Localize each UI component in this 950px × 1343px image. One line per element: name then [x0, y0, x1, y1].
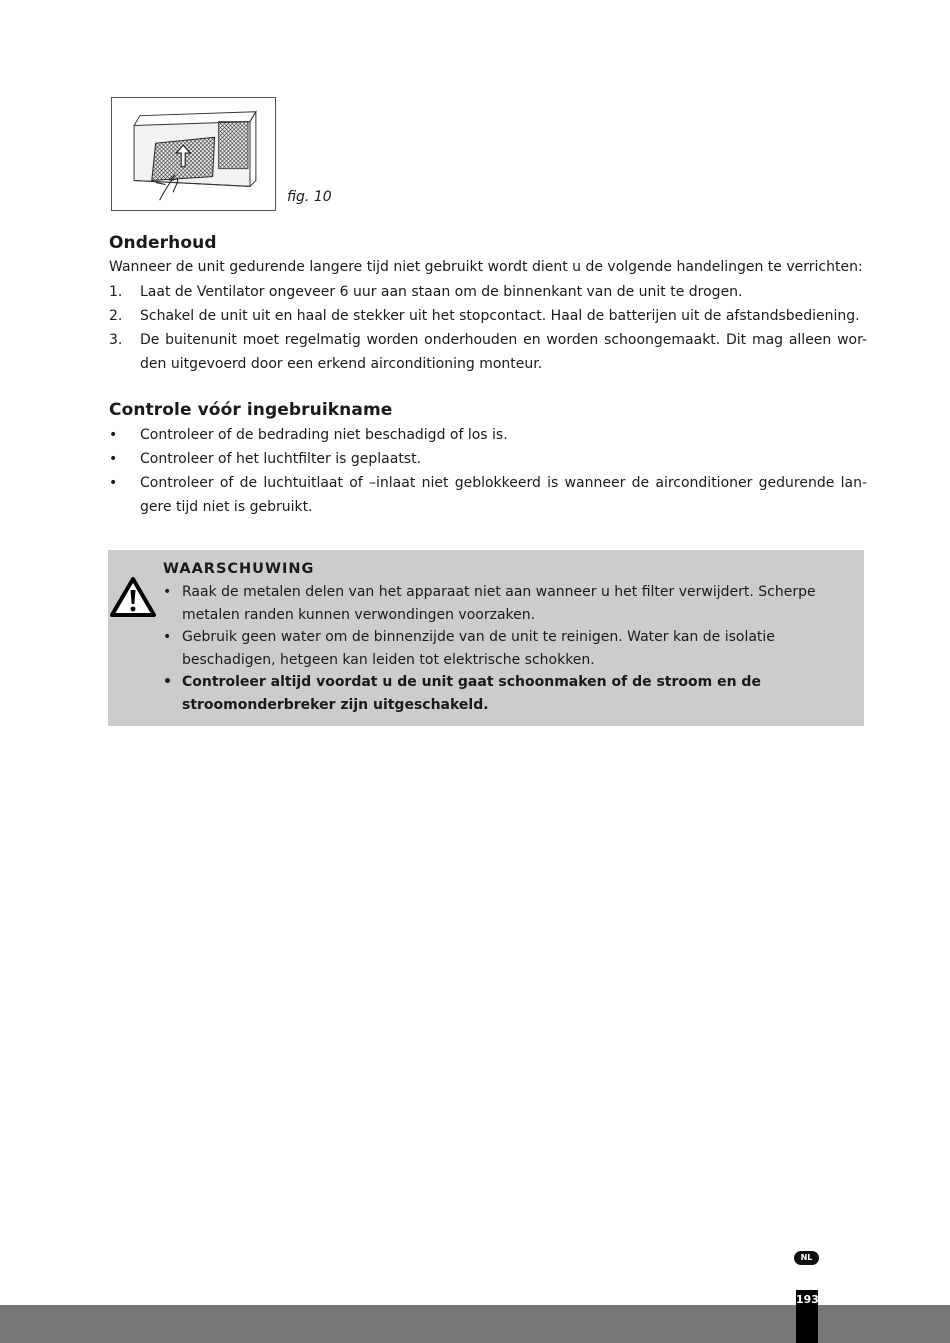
list-item-text: Controleer of de luchtuitlaat of –inlaat niet geblokkeerd is wanneer de airconditioner gedurende lan-gere tijd niet is gebruikt. — [140, 475, 867, 515]
list-marker: • — [163, 629, 172, 645]
warning-list — [163, 581, 853, 716]
list-marker: • — [163, 674, 172, 690]
onderhoud-intro: Wanneer de unit gedurende langere tijd niet gebruikt wordt dient u de volgende handelingen te verrichten: — [109, 259, 863, 275]
warning-box — [108, 550, 864, 726]
list-item-text: Controleer of het luchtfilter is geplaatst. — [140, 451, 422, 467]
list-item-text: De buitenunit moet regelmatig worden onderhouden en worden schoongemaakt. Dit mag alleen wor-den uitgevoerd door een erkend airconditioning monteur. — [140, 332, 867, 372]
page-number: 193 — [796, 1293, 819, 1306]
warning-item-text: Controleer altijd voordat u de unit gaat schoonmaken of de stroom en de stroomonderbreker zijn uitgeschakeld. — [182, 674, 761, 713]
language-badge: NL — [794, 1251, 819, 1265]
warning-item — [163, 671, 853, 716]
list-marker: 1. — [109, 284, 123, 300]
list-item-text: Controleer of de bedrading niet beschadigd of los is. — [140, 427, 508, 443]
list-item — [109, 447, 867, 471]
warning-item-text: Gebruik geen water om de binnenzijde van de unit te reinigen. Water kan de isolatie beschadigen, hetgeen kan leiden tot elektrische schokken. — [182, 629, 775, 668]
list-item-text: Schakel de unit uit en haal de stekker uit het stopcontact. Haal de batterijen uit de afstandsbediening. — [140, 308, 860, 324]
list-marker: • — [109, 451, 118, 467]
section-title-onderhoud: Onderhoud — [109, 233, 217, 253]
list-item-text: Laat de Ventilator ongeveer 6 uur aan staan om de binnenkant van de unit te drogen. — [140, 284, 743, 300]
warning-title: WAARSCHUWING — [163, 561, 315, 577]
warning-triangle-icon — [110, 576, 156, 618]
figure-illustration — [111, 97, 276, 211]
list-item — [109, 423, 867, 447]
list-item — [109, 280, 867, 304]
list-item — [109, 304, 867, 328]
warning-item-text: Raak de metalen delen van het apparaat niet aan wanneer u het filter verwijdert. Scherpe metalen randen kunnen verwondingen voorzaken. — [182, 584, 816, 623]
list-marker: 3. — [109, 332, 123, 348]
warning-item — [163, 626, 853, 671]
figure-caption: fig. 10 — [287, 189, 332, 205]
list-marker: • — [109, 475, 118, 491]
onderhoud-list — [109, 280, 867, 376]
list-item — [109, 471, 867, 519]
warning-item — [163, 581, 853, 626]
list-item — [109, 328, 867, 376]
list-marker: • — [109, 427, 118, 443]
section-title-controle: Controle vóór ingebruikname — [109, 400, 393, 420]
hand-lifting-air-filter-illustration — [112, 98, 275, 210]
controle-list — [109, 423, 867, 519]
list-marker: 2. — [109, 308, 123, 324]
list-marker: • — [163, 584, 172, 600]
